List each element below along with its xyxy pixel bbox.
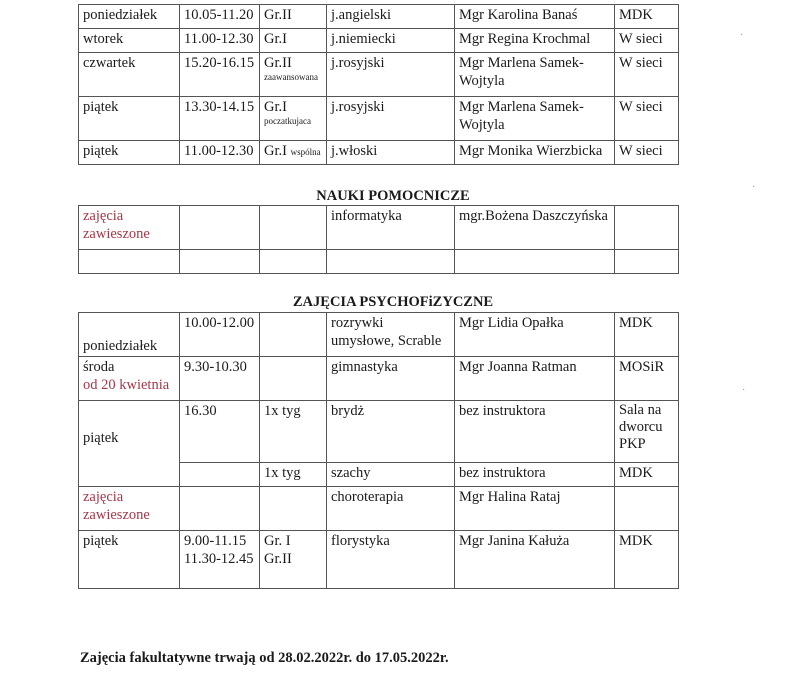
table-row	[79, 206, 679, 250]
auxiliary-table	[78, 205, 679, 274]
table-row	[79, 531, 679, 589]
day-cell	[79, 313, 180, 357]
time-label: 9.00-11.15	[184, 533, 247, 549]
subject-cell: j.rosyjski	[327, 53, 455, 97]
subject-cell: j.rosyjski	[327, 97, 455, 141]
day-note: od 20 kwietnia	[83, 377, 170, 393]
time-cell	[180, 531, 260, 589]
teacher-cell: Mgr Joanna Ratman	[455, 357, 615, 401]
time-cell: 10.05-11.20	[180, 5, 260, 29]
subject-cell: rozrywki umysłowe, Scrable	[327, 313, 455, 357]
group-cell	[260, 313, 327, 357]
place-cell	[615, 487, 679, 531]
day-cell: wtorek	[79, 29, 180, 53]
time-label: 11.30-12.45	[184, 551, 254, 567]
group-cell: Gr.II	[260, 5, 327, 29]
group-cell	[260, 531, 327, 589]
teacher-cell: Mgr Marlena Samek-Wojtyla	[455, 97, 615, 141]
day-cell: piątek	[79, 97, 180, 141]
group-label: Gr. I	[264, 533, 291, 549]
teacher-cell: bez instruktora	[455, 401, 615, 463]
subject-cell: florystyka	[327, 531, 455, 589]
group-label: Gr.II	[264, 551, 292, 567]
time-cell: 16.30	[180, 401, 260, 463]
teacher-cell: Mgr Monika Wierzbicka	[455, 141, 615, 165]
day-cell	[79, 357, 180, 401]
place-cell: MDK	[615, 463, 679, 487]
day-cell: zajęcia zawieszone	[79, 487, 180, 531]
time-cell: 10.00-12.00	[180, 313, 260, 357]
group-note: wspólna	[290, 147, 321, 157]
place-cell: Sala na dworcu PKP	[615, 401, 679, 463]
day-cell	[79, 250, 180, 274]
time-cell: 9.30-10.30	[180, 357, 260, 401]
table-row	[79, 401, 679, 463]
psycho-table	[78, 312, 679, 589]
place-cell: W sieci	[615, 29, 679, 53]
subject-cell: j.niemiecki	[327, 29, 455, 53]
subject-cell: informatyka	[327, 206, 455, 250]
day-cell: zajęcia zawieszone	[79, 206, 180, 250]
time-cell: 11.00-12.30	[180, 29, 260, 53]
table-row	[79, 5, 679, 29]
table-row	[79, 97, 679, 141]
teacher-cell: Mgr Lidia Opałka	[455, 313, 615, 357]
table-row	[79, 357, 679, 401]
table-row	[79, 313, 679, 357]
group-cell	[260, 97, 327, 141]
group-label: Gr.I	[264, 99, 287, 115]
day-cell: czwartek	[79, 53, 180, 97]
teacher-cell: Mgr Halina Rataj	[455, 487, 615, 531]
scan-dot: ·	[752, 182, 756, 193]
teacher-cell	[455, 250, 615, 274]
time-cell	[180, 206, 260, 250]
subject-cell: j.angielski	[327, 5, 455, 29]
teacher-cell: Mgr Regina Krochmal	[455, 29, 615, 53]
place-cell: MDK	[615, 5, 679, 29]
table-row	[79, 141, 679, 165]
group-label: Gr.II	[264, 55, 292, 71]
place-cell: W sieci	[615, 53, 679, 97]
place-cell: MOSiR	[615, 357, 679, 401]
teacher-cell: bez instruktora	[455, 463, 615, 487]
group-cell	[260, 487, 327, 531]
place-cell: MDK	[615, 531, 679, 589]
teacher-cell: Mgr Janina Kałuża	[455, 531, 615, 589]
time-cell	[180, 463, 260, 487]
group-note: poczatkujaca	[264, 116, 311, 126]
day-label: środa	[83, 359, 115, 375]
day-cell: piątek	[79, 531, 180, 589]
teacher-cell: Mgr Marlena Samek-Wojtyla	[455, 53, 615, 97]
time-cell: 11.00-12.30	[180, 141, 260, 165]
footer-note: Zajęcia fakultatywne trwają od 28.02.2022r. do 17.05.2022r.	[80, 650, 449, 666]
group-label: Gr.I	[264, 143, 287, 159]
day-label: piątek	[83, 430, 119, 446]
day-label: poniedziałek	[83, 338, 158, 354]
teacher-cell: mgr.Bożena Daszczyńska	[455, 206, 615, 250]
table-row	[79, 53, 679, 97]
scan-dot: ·	[742, 385, 746, 396]
group-note: zaawansowana	[264, 72, 318, 82]
day-cell: piątek	[79, 141, 180, 165]
time-cell	[180, 487, 260, 531]
table-row	[79, 29, 679, 53]
scan-dot: ·	[740, 30, 744, 41]
group-cell	[260, 206, 327, 250]
group-cell: Gr.I	[260, 29, 327, 53]
freq-cell: 1x tyg	[260, 463, 327, 487]
time-cell: 13.30-14.15	[180, 97, 260, 141]
table-row	[79, 487, 679, 531]
place-cell	[615, 250, 679, 274]
time-cell	[180, 250, 260, 274]
group-cell	[260, 141, 327, 165]
place-cell: W sieci	[615, 141, 679, 165]
subject-cell: brydż	[327, 401, 455, 463]
subject-cell: szachy	[327, 463, 455, 487]
teacher-cell: Mgr Karolina Banaś	[455, 5, 615, 29]
subject-cell: gimnastyka	[327, 357, 455, 401]
psycho-heading: ZAJĘCIA PSYCHOFiZYCZNE	[292, 294, 494, 310]
subject-cell	[327, 250, 455, 274]
group-cell	[260, 53, 327, 97]
auxiliary-heading: NAUKI POMOCNICZE	[316, 188, 470, 204]
group-cell	[260, 250, 327, 274]
place-cell	[615, 206, 679, 250]
freq-cell: 1x tyg	[260, 401, 327, 463]
day-cell: poniedziałek	[79, 5, 180, 29]
languages-table	[78, 4, 679, 165]
subject-cell: j.włoski	[327, 141, 455, 165]
place-cell: W sieci	[615, 97, 679, 141]
day-cell	[79, 401, 180, 487]
place-cell: MDK	[615, 313, 679, 357]
subject-cell: choroterapia	[327, 487, 455, 531]
group-cell	[260, 357, 327, 401]
time-cell: 15.20-16.15	[180, 53, 260, 97]
table-row	[79, 250, 679, 274]
